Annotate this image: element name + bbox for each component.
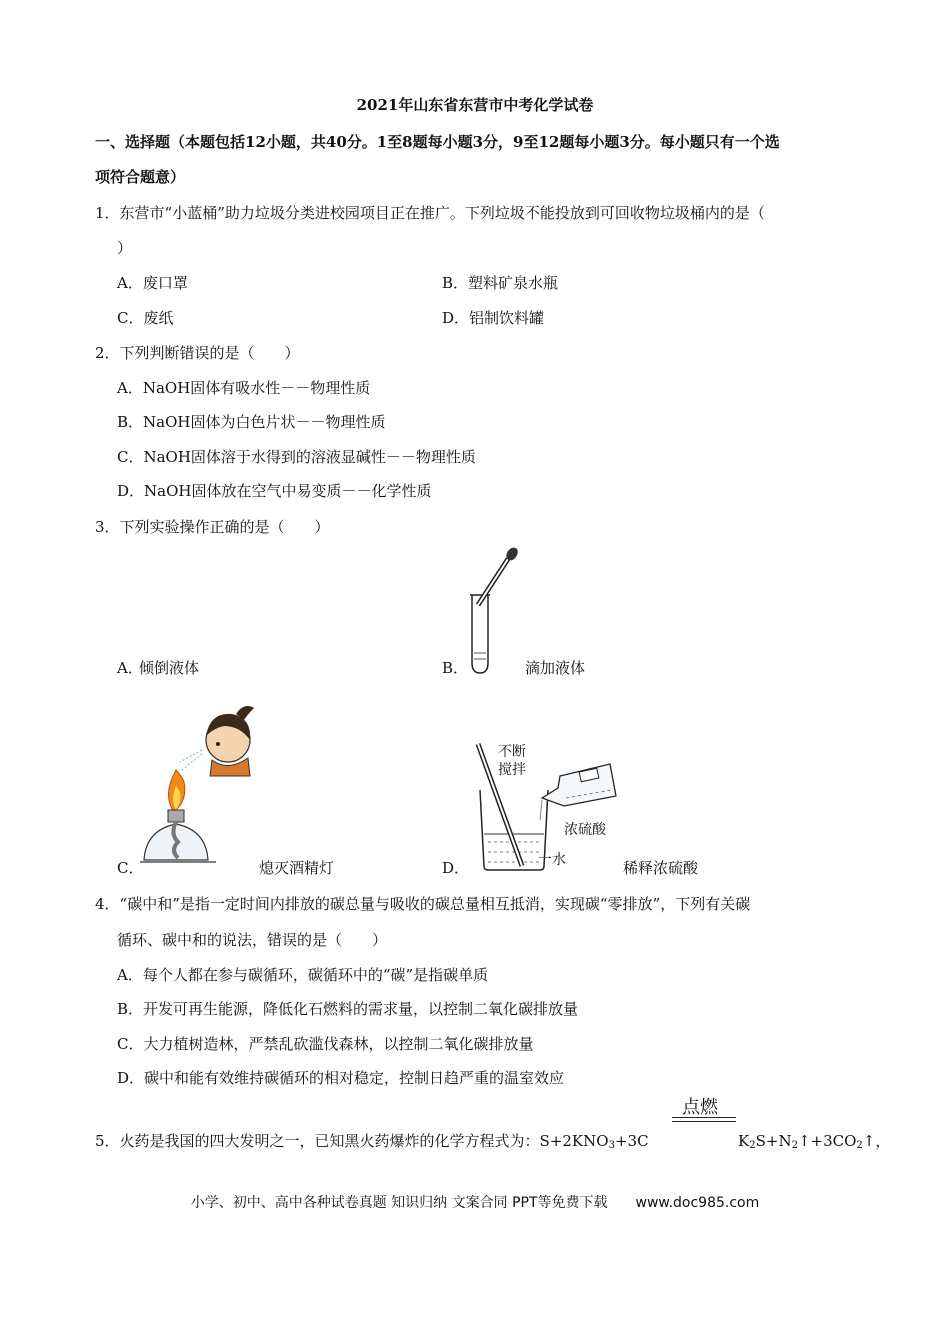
label-stir-2: 搅拌 <box>498 762 526 778</box>
question-3-option-b-label: B． <box>442 659 469 677</box>
footer-text: 小学、初中、高中各种试卷真题 知识归纳 文案合同 PPT等免费下载 www.doc985.com <box>190 1195 760 1211</box>
question-1-option-c: C．废纸 <box>117 309 174 327</box>
question-4-option-a: A．每个人都在参与碳循环，碳循环中的“碳”是指碳单质 <box>117 966 489 984</box>
question-4-option-b: B．开发可再生能源，降低化石燃料的需求量，以控制二氧化碳排放量 <box>117 1000 579 1018</box>
question-4-stem-cont: 循环、碳中和的说法，错误的是（ ） <box>117 931 388 949</box>
question-1-option-a: A．废口罩 <box>117 274 188 292</box>
question-3-option-d-label: D． <box>442 859 470 877</box>
question-3-option-c-label: C． <box>117 859 144 877</box>
page-title: 2021年山东省东营市中考化学试卷 <box>356 96 594 114</box>
dilution-figure <box>470 740 620 880</box>
dropper-figure <box>464 545 524 675</box>
label-stir-1: 不断 <box>498 744 526 760</box>
question-3-option-b-text: 滴加液体 <box>525 659 586 677</box>
question-3-option-a-label: A． <box>117 659 143 677</box>
question-3-option-d-text: 稀释浓硫酸 <box>623 859 699 877</box>
question-1-stem: 1．东营市“小蓝桶”助力垃圾分类进校园项目正在推广。下列垃圾不能投放到可回收物垃圾桶内的是（ <box>95 204 765 222</box>
question-2-option-d: D．NaOH固体放在空气中易变质－－化学性质 <box>117 482 432 500</box>
question-4-option-c: C．大力植树造林，严禁乱砍滥伐森林，以控制二氧化碳排放量 <box>117 1035 534 1053</box>
question-3-option-c-text: 熄灭酒精灯 <box>259 859 335 877</box>
section-heading-line1: 一、选择题（本题包括12小题，共40分。1至8题每小题3分，9至12题每小题3分。每小题只有一个选 <box>95 133 780 151</box>
question-5-stem: 5．火药是我国的四大发明之一，已知黑火药爆炸的化学方程式为：$S+2KNO_3+3C$ <box>95 1132 649 1151</box>
question-1-stem-cont: ） <box>117 239 133 257</box>
question-4-stem: 4．“碳中和”是指一定时间内排放的碳总量与吸收的碳总量相互抵消，实现碳“零排放”，下列有关碳 <box>95 895 751 913</box>
question-4-option-d: D．碳中和能有效维持碳循环的相对稳定，控制日趋严重的温室效应 <box>117 1069 565 1087</box>
question-1-option-b: B．塑料矿泉水瓶 <box>442 274 559 292</box>
question-2-option-a: A．NaOH固体有吸水性－－物理性质 <box>117 379 371 397</box>
question-3-stem: 3．下列实验操作正确的是（ ） <box>95 518 330 536</box>
section-heading-line2: 项符合题意） <box>95 168 186 186</box>
question-5-products: $K_2S+N_2↑+3CO_2↑$， <box>738 1132 891 1151</box>
alcohol-lamp-figure <box>140 700 260 870</box>
label-concentrated-acid: 浓硫酸 <box>564 822 606 838</box>
reaction-arrow-line-top <box>672 1117 736 1118</box>
question-2-stem: 2．下列判断错误的是（ ） <box>95 344 300 362</box>
question-2-option-b: B．NaOH固体为白色片状－－物理性质 <box>117 413 386 431</box>
label-water: 一水 <box>538 852 566 868</box>
reaction-condition: 点燃 <box>682 1097 718 1118</box>
reaction-arrow-line-bottom <box>672 1121 736 1122</box>
question-1-option-d: D．铝制饮料罐 <box>442 309 545 327</box>
question-2-option-c: C．NaOH固体溶于水得到的溶液显碱性－－物理性质 <box>117 448 476 466</box>
question-3-option-a-text: 倾倒液体 <box>139 659 200 677</box>
